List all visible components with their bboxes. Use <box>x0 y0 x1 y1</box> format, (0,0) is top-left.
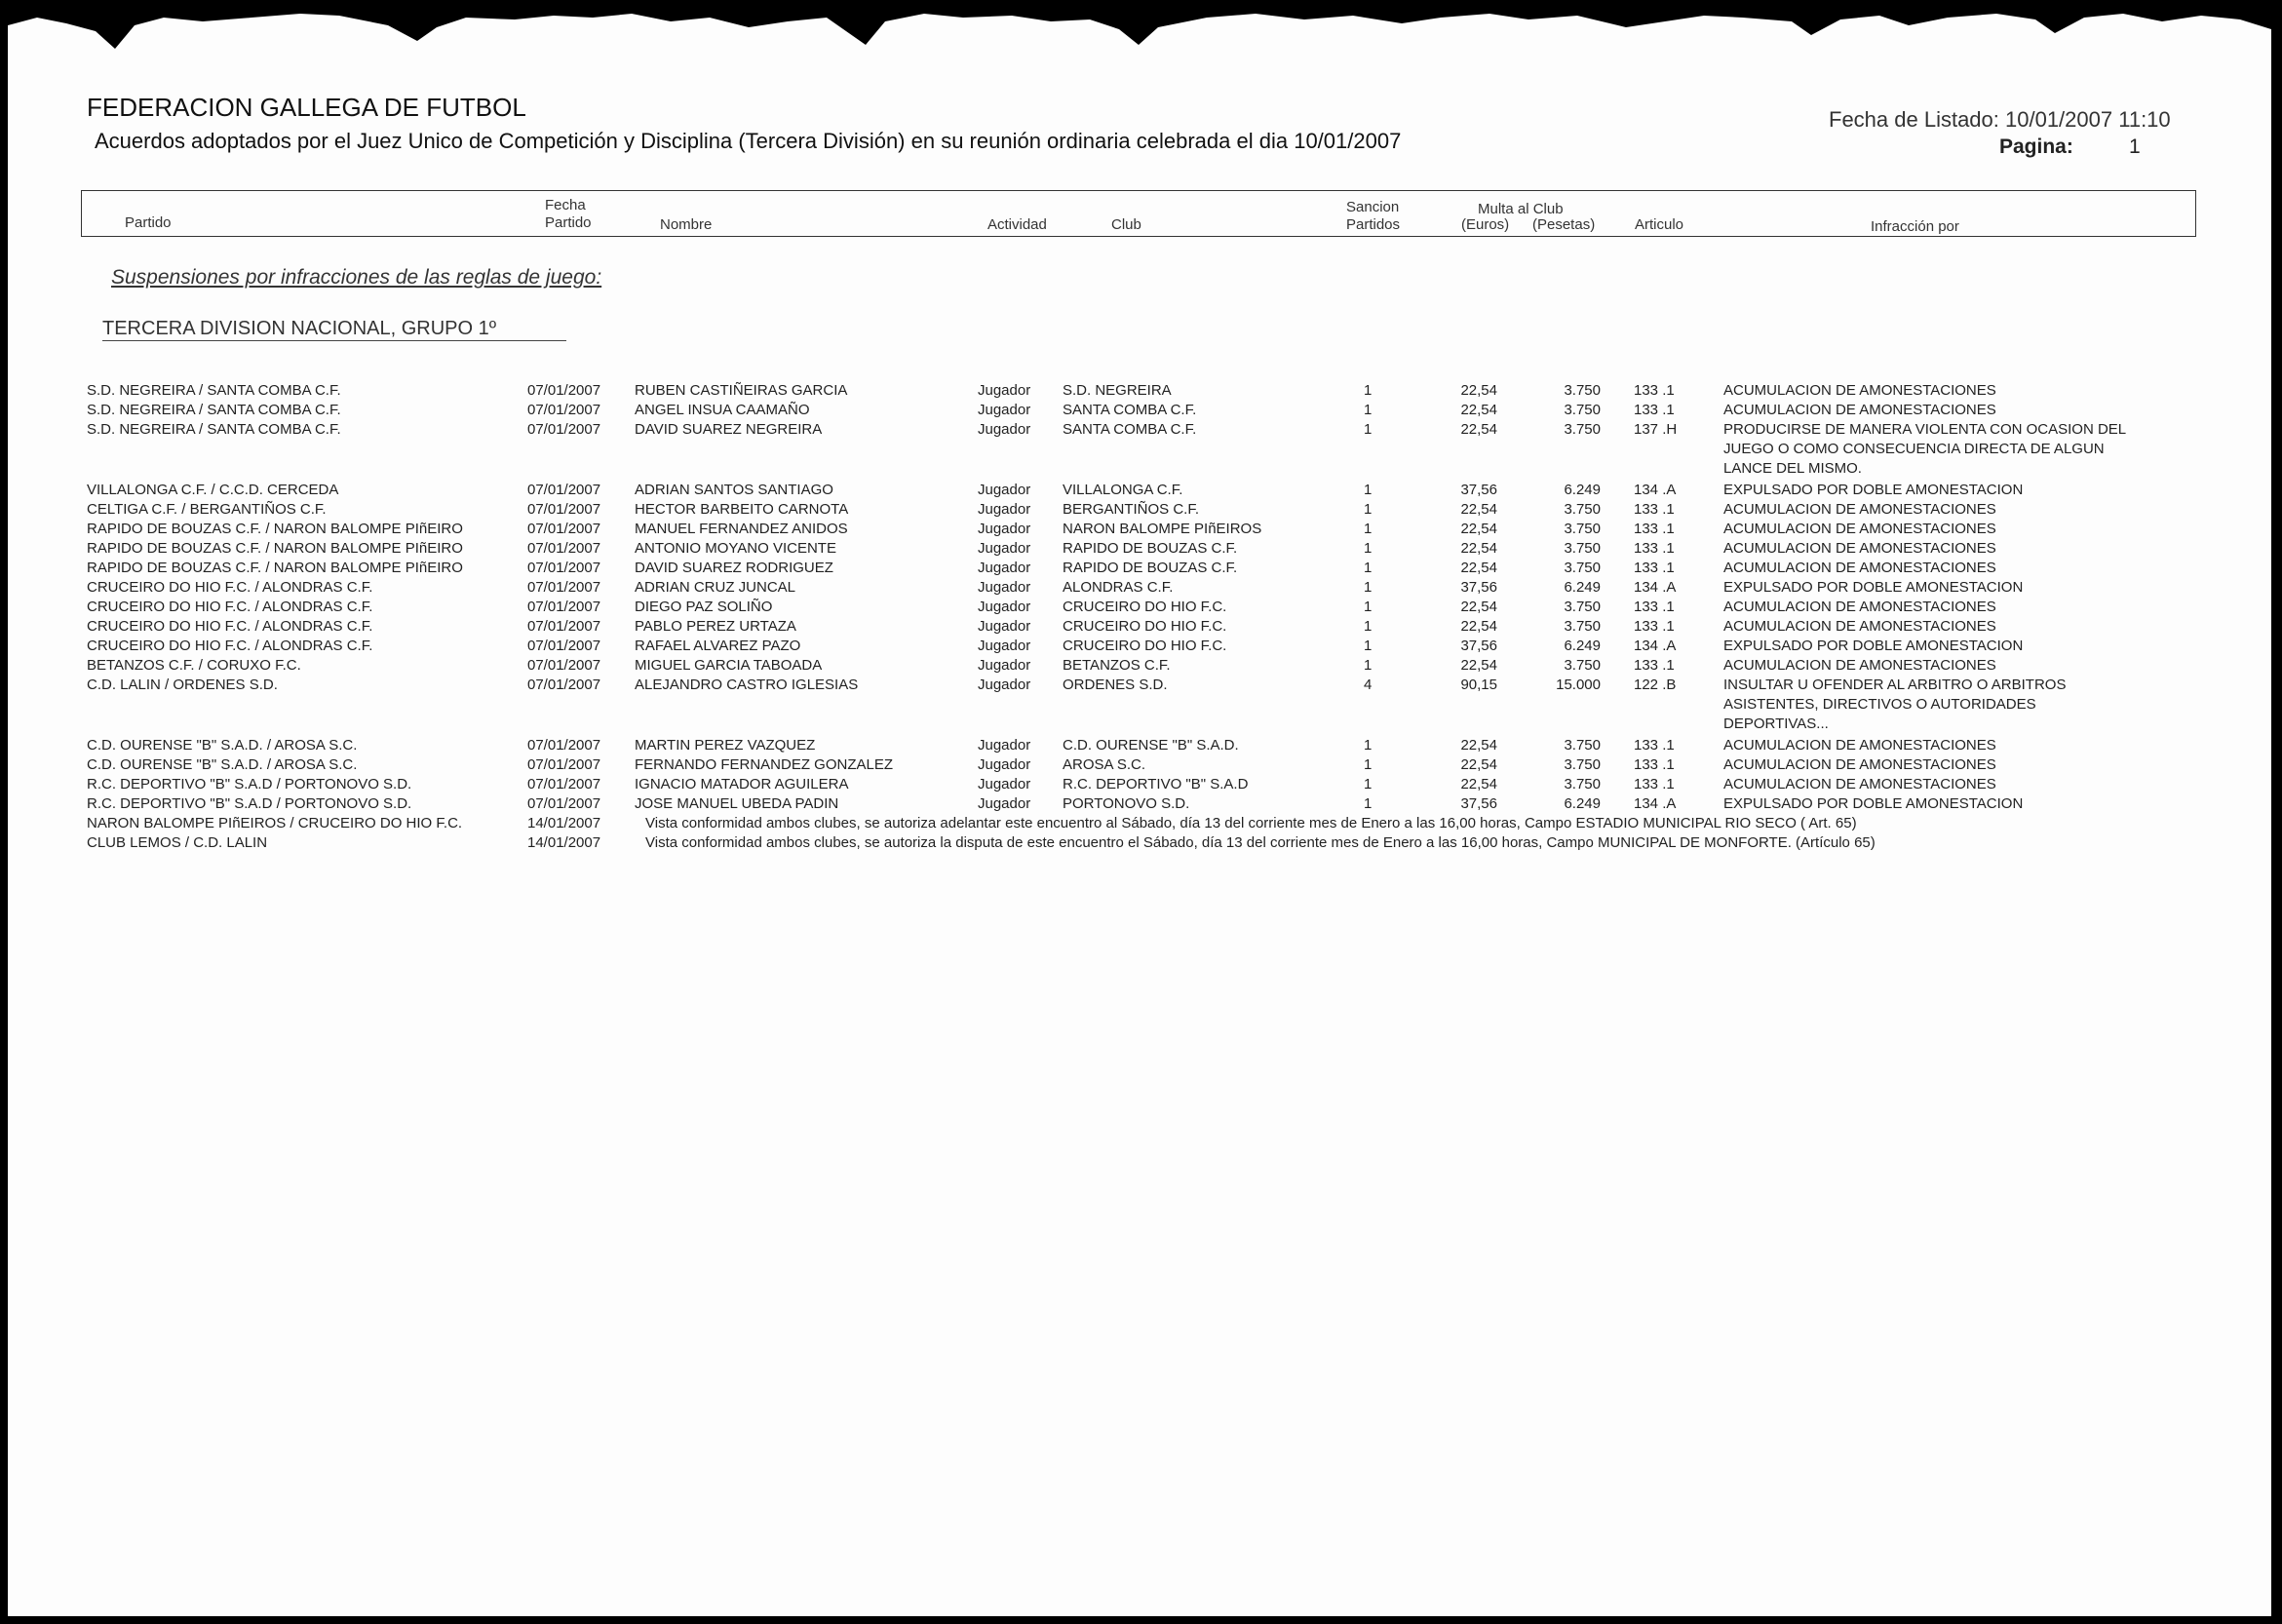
row-infraction-continued: DEPORTIVAS... <box>1723 715 1829 732</box>
row-fine-pesetas: 15.000 <box>1556 677 1601 693</box>
group-title: TERCERA DIVISION NACIONAL, GRUPO 1º <box>102 318 566 341</box>
row-infraction: ACUMULACION DE AMONESTACIONES <box>1723 776 1996 793</box>
table-row <box>8 540 2271 560</box>
row-infraction: ACUMULACION DE AMONESTACIONES <box>1723 737 1996 754</box>
row-infraction: ACUMULACION DE AMONESTACIONES <box>1723 657 1996 674</box>
row-date: 07/01/2007 <box>527 657 601 674</box>
row-fine-pesetas: 3.750 <box>1564 560 1601 576</box>
row-fine-euros: 22,54 <box>1460 618 1497 635</box>
note-text: Vista conformidad ambos clubes, se autoriza adelantar este encuentro al Sábado, día 13 del corriente mes de Enero a las 16,00 horas, Campo ESTADIO MUNICIPAL RIO SECO ( Art. 65) <box>645 815 1857 831</box>
col-header-partido: Partido <box>125 214 172 231</box>
row-infraction: ACUMULACION DE AMONESTACIONES <box>1723 540 1996 557</box>
row-fine-euros: 22,54 <box>1460 560 1497 576</box>
row-club: BETANZOS C.F. <box>1063 657 1171 674</box>
row-player-name: FERNANDO FERNANDEZ GONZALEZ <box>635 756 894 773</box>
row-date: 07/01/2007 <box>527 501 601 518</box>
row-fine-euros: 22,54 <box>1460 540 1497 557</box>
table-row <box>8 521 2271 540</box>
col-header-infraccion: Infracción por <box>1871 218 1959 235</box>
row-activity: Jugador <box>978 482 1031 498</box>
table-row <box>8 579 2271 599</box>
row-games: 4 <box>1364 677 1373 693</box>
col-header-fecha: Fecha <box>545 197 586 213</box>
table-row <box>8 776 2271 795</box>
row-date: 07/01/2007 <box>527 402 601 418</box>
row-games: 1 <box>1364 421 1373 438</box>
row-club: CRUCEIRO DO HIO F.C. <box>1063 638 1227 654</box>
row-date: 07/01/2007 <box>527 795 601 812</box>
row-date: 07/01/2007 <box>527 599 601 615</box>
row-fine-euros: 37,56 <box>1460 482 1497 498</box>
row-club: ORDENES S.D. <box>1063 677 1168 693</box>
row-club: RAPIDO DE BOUZAS C.F. <box>1063 540 1238 557</box>
row-activity: Jugador <box>978 776 1031 793</box>
row-activity: Jugador <box>978 382 1031 399</box>
section-title: Suspensiones por infracciones de las reglas de juego: <box>111 266 602 289</box>
col-header-sancion-partidos: Partidos <box>1346 216 1401 233</box>
row-date: 07/01/2007 <box>527 579 601 596</box>
row-games: 1 <box>1364 599 1373 615</box>
page-label: Pagina: <box>1999 135 2073 158</box>
row-games: 1 <box>1364 795 1373 812</box>
row-fine-euros: 22,54 <box>1460 382 1497 399</box>
row-article: 137 .H <box>1634 421 1678 438</box>
row-activity: Jugador <box>978 756 1031 773</box>
row-match: S.D. NEGREIRA / SANTA COMBA C.F. <box>87 402 341 418</box>
note-row <box>8 815 2271 834</box>
row-player-name: ANGEL INSUA CAAMAÑO <box>635 402 810 418</box>
row-article: 134 .A <box>1634 579 1677 596</box>
row-player-name: DIEGO PAZ SOLIÑO <box>635 599 773 615</box>
row-games: 1 <box>1364 618 1373 635</box>
row-activity: Jugador <box>978 579 1031 596</box>
row-fine-pesetas: 3.750 <box>1564 382 1601 399</box>
row-fine-pesetas: 6.249 <box>1564 482 1601 498</box>
row-fine-euros: 22,54 <box>1460 756 1497 773</box>
row-games: 1 <box>1364 560 1373 576</box>
row-date: 07/01/2007 <box>527 421 601 438</box>
row-match: S.D. NEGREIRA / SANTA COMBA C.F. <box>87 421 341 438</box>
row-player-name: ADRIAN SANTOS SANTIAGO <box>635 482 833 498</box>
row-article: 133 .1 <box>1634 521 1675 537</box>
row-match: R.C. DEPORTIVO "B" S.A.D / PORTONOVO S.D. <box>87 795 412 812</box>
row-games: 1 <box>1364 776 1373 793</box>
row-fine-euros: 22,54 <box>1460 776 1497 793</box>
row-date: 07/01/2007 <box>527 482 601 498</box>
row-fine-euros: 22,54 <box>1460 737 1497 754</box>
row-player-name: RUBEN CASTIÑEIRAS GARCIA <box>635 382 848 399</box>
row-player-name: DAVID SUAREZ NEGREIRA <box>635 421 823 438</box>
row-article: 133 .1 <box>1634 501 1675 518</box>
row-infraction-continued: ASISTENTES, DIRECTIVOS O AUTORIDADES <box>1723 696 2036 713</box>
note-date: 14/01/2007 <box>527 834 601 851</box>
row-activity: Jugador <box>978 638 1031 654</box>
row-fine-pesetas: 3.750 <box>1564 776 1601 793</box>
row-fine-pesetas: 3.750 <box>1564 501 1601 518</box>
col-header-actividad: Actividad <box>987 216 1047 233</box>
row-date: 07/01/2007 <box>527 677 601 693</box>
row-fine-euros: 37,56 <box>1460 638 1497 654</box>
row-article: 133 .1 <box>1634 540 1675 557</box>
row-article: 134 .A <box>1634 638 1677 654</box>
row-fine-pesetas: 3.750 <box>1564 756 1601 773</box>
row-article: 133 .1 <box>1634 776 1675 793</box>
row-article: 122 .B <box>1634 677 1677 693</box>
row-article: 133 .1 <box>1634 756 1675 773</box>
row-fine-euros: 37,56 <box>1460 579 1497 596</box>
row-match: CRUCEIRO DO HIO F.C. / ALONDRAS C.F. <box>87 579 373 596</box>
row-infraction: ACUMULACION DE AMONESTACIONES <box>1723 402 1996 418</box>
row-infraction: ACUMULACION DE AMONESTACIONES <box>1723 560 1996 576</box>
row-player-name: ADRIAN CRUZ JUNCAL <box>635 579 796 596</box>
row-player-name: JOSE MANUEL UBEDA PADIN <box>635 795 839 812</box>
row-date: 07/01/2007 <box>527 776 601 793</box>
document-subtitle: Acuerdos adoptados por el Juez Unico de Competición y Disciplina (Tercera División) en su reunión ordinaria celebrada el dia 10/01/2007 <box>95 129 1402 153</box>
row-games: 1 <box>1364 482 1373 498</box>
row-infraction: EXPULSADO POR DOBLE AMONESTACION <box>1723 795 2024 812</box>
row-article: 133 .1 <box>1634 402 1675 418</box>
row-games: 1 <box>1364 737 1373 754</box>
row-article: 133 .1 <box>1634 737 1675 754</box>
row-infraction: EXPULSADO POR DOBLE AMONESTACION <box>1723 638 2024 654</box>
row-fine-pesetas: 3.750 <box>1564 521 1601 537</box>
table-row <box>8 677 2271 696</box>
row-infraction: ACUMULACION DE AMONESTACIONES <box>1723 382 1996 399</box>
row-date: 07/01/2007 <box>527 382 601 399</box>
row-match: CELTIGA C.F. / BERGANTIÑOS C.F. <box>87 501 327 518</box>
row-fine-euros: 90,15 <box>1460 677 1497 693</box>
row-player-name: IGNACIO MATADOR AGUILERA <box>635 776 849 793</box>
row-date: 07/01/2007 <box>527 521 601 537</box>
row-date: 07/01/2007 <box>527 737 601 754</box>
row-fine-pesetas: 3.750 <box>1564 737 1601 754</box>
table-row <box>8 737 2271 756</box>
table-row <box>8 795 2271 815</box>
row-infraction: ACUMULACION DE AMONESTACIONES <box>1723 599 1996 615</box>
row-date: 07/01/2007 <box>527 638 601 654</box>
row-infraction: EXPULSADO POR DOBLE AMONESTACION <box>1723 482 2024 498</box>
row-match: C.D. OURENSE "B" S.A.D. / AROSA S.C. <box>87 756 358 773</box>
note-row <box>8 834 2271 854</box>
row-fine-euros: 37,56 <box>1460 795 1497 812</box>
row-article: 133 .1 <box>1634 657 1675 674</box>
row-match: CRUCEIRO DO HIO F.C. / ALONDRAS C.F. <box>87 638 373 654</box>
row-player-name: PABLO PEREZ URTAZA <box>635 618 796 635</box>
row-activity: Jugador <box>978 540 1031 557</box>
row-match: BETANZOS C.F. / CORUXO F.C. <box>87 657 301 674</box>
col-header-club: Club <box>1111 216 1141 233</box>
row-games: 1 <box>1364 382 1373 399</box>
table-row <box>8 482 2271 501</box>
row-player-name: ANTONIO MOYANO VICENTE <box>635 540 836 557</box>
col-header-pesetas: (Pesetas) <box>1532 216 1596 233</box>
row-infraction: ACUMULACION DE AMONESTACIONES <box>1723 756 1996 773</box>
row-activity: Jugador <box>978 402 1031 418</box>
table-row <box>8 501 2271 521</box>
row-player-name: RAFAEL ALVAREZ PAZO <box>635 638 801 654</box>
row-club: CRUCEIRO DO HIO F.C. <box>1063 599 1227 615</box>
row-activity: Jugador <box>978 795 1031 812</box>
table-row <box>8 657 2271 677</box>
col-header-multa: Multa al Club <box>1478 201 1564 217</box>
row-club: AROSA S.C. <box>1063 756 1146 773</box>
row-fine-pesetas: 3.750 <box>1564 421 1601 438</box>
document-title: FEDERACION GALLEGA DE FUTBOL <box>87 93 526 122</box>
row-date: 07/01/2007 <box>527 756 601 773</box>
row-fine-pesetas: 3.750 <box>1564 599 1601 615</box>
row-activity: Jugador <box>978 618 1031 635</box>
note-match: CLUB LEMOS / C.D. LALIN <box>87 834 268 851</box>
row-date: 07/01/2007 <box>527 618 601 635</box>
row-player-name: ALEJANDRO CASTRO IGLESIAS <box>635 677 859 693</box>
col-header-euros: (Euros) <box>1461 216 1510 233</box>
row-infraction: ACUMULACION DE AMONESTACIONES <box>1723 618 1996 635</box>
row-match: R.C. DEPORTIVO "B" S.A.D / PORTONOVO S.D. <box>87 776 412 793</box>
note-date: 14/01/2007 <box>527 815 601 831</box>
row-activity: Jugador <box>978 599 1031 615</box>
row-date: 07/01/2007 <box>527 540 601 557</box>
row-article: 133 .1 <box>1634 618 1675 635</box>
row-fine-pesetas: 6.249 <box>1564 638 1601 654</box>
row-games: 1 <box>1364 501 1373 518</box>
col-header-articulo: Articulo <box>1635 216 1684 233</box>
row-activity: Jugador <box>978 560 1031 576</box>
row-club: BERGANTIÑOS C.F. <box>1063 501 1200 518</box>
row-activity: Jugador <box>978 657 1031 674</box>
row-match: RAPIDO DE BOUZAS C.F. / NARON BALOMPE PIñEIRO <box>87 540 463 557</box>
row-fine-euros: 22,54 <box>1460 501 1497 518</box>
row-infraction-continued: JUEGO O COMO CONSECUENCIA DIRECTA DE ALGUN <box>1723 441 2105 457</box>
row-article: 133 .1 <box>1634 560 1675 576</box>
row-article: 133 .1 <box>1634 599 1675 615</box>
row-player-name: MIGUEL GARCIA TABOADA <box>635 657 823 674</box>
row-club: CRUCEIRO DO HIO F.C. <box>1063 618 1227 635</box>
table-row <box>8 382 2271 402</box>
row-club: ALONDRAS C.F. <box>1063 579 1174 596</box>
col-header-fecha-partido: Partido <box>545 214 592 231</box>
row-games: 1 <box>1364 657 1373 674</box>
row-player-name: DAVID SUAREZ RODRIGUEZ <box>635 560 833 576</box>
row-match: C.D. OURENSE "B" S.A.D. / AROSA S.C. <box>87 737 358 754</box>
row-fine-pesetas: 6.249 <box>1564 795 1601 812</box>
row-player-name: MARTIN PEREZ VAZQUEZ <box>635 737 816 754</box>
row-infraction: EXPULSADO POR DOBLE AMONESTACION <box>1723 579 2024 596</box>
row-fine-euros: 22,54 <box>1460 521 1497 537</box>
column-header-box <box>81 190 2196 237</box>
row-fine-pesetas: 3.750 <box>1564 657 1601 674</box>
listing-date: Fecha de Listado: 10/01/2007 11:10 <box>1829 107 2171 132</box>
col-header-nombre: Nombre <box>660 216 713 233</box>
row-match: CRUCEIRO DO HIO F.C. / ALONDRAS C.F. <box>87 599 373 615</box>
row-club: R.C. DEPORTIVO "B" S.A.D <box>1063 776 1249 793</box>
row-games: 1 <box>1364 756 1373 773</box>
row-match: CRUCEIRO DO HIO F.C. / ALONDRAS C.F. <box>87 618 373 635</box>
row-infraction: PRODUCIRSE DE MANERA VIOLENTA CON OCASION DEL <box>1723 421 2127 438</box>
table-row <box>8 756 2271 776</box>
row-player-name: HECTOR BARBEITO CARNOTA <box>635 501 849 518</box>
row-club: S.D. NEGREIRA <box>1063 382 1172 399</box>
row-games: 1 <box>1364 579 1373 596</box>
row-match: VILLALONGA C.F. / C.C.D. CERCEDA <box>87 482 339 498</box>
row-fine-euros: 22,54 <box>1460 421 1497 438</box>
row-club: NARON BALOMPE PIñEIROS <box>1063 521 1262 537</box>
table-row <box>8 618 2271 638</box>
col-header-sancion: Sancion <box>1346 199 1400 215</box>
row-club: RAPIDO DE BOUZAS C.F. <box>1063 560 1238 576</box>
row-club: VILLALONGA C.F. <box>1063 482 1183 498</box>
row-games: 1 <box>1364 638 1373 654</box>
row-fine-pesetas: 3.750 <box>1564 618 1601 635</box>
row-player-name: MANUEL FERNANDEZ ANIDOS <box>635 521 848 537</box>
row-infraction-continued: LANCE DEL MISMO. <box>1723 460 1862 477</box>
row-activity: Jugador <box>978 501 1031 518</box>
table-row <box>8 599 2271 618</box>
row-infraction: INSULTAR U OFENDER AL ARBITRO O ARBITROS <box>1723 677 2067 693</box>
table-row <box>8 560 2271 579</box>
row-match: C.D. LALIN / ORDENES S.D. <box>87 677 278 693</box>
row-fine-pesetas: 3.750 <box>1564 540 1601 557</box>
row-games: 1 <box>1364 521 1373 537</box>
row-club: C.D. OURENSE "B" S.A.D. <box>1063 737 1239 754</box>
row-club: PORTONOVO S.D. <box>1063 795 1190 812</box>
table-row <box>8 421 2271 441</box>
row-fine-pesetas: 6.249 <box>1564 579 1601 596</box>
row-games: 1 <box>1364 402 1373 418</box>
row-fine-euros: 22,54 <box>1460 657 1497 674</box>
table-row <box>8 638 2271 657</box>
row-activity: Jugador <box>978 677 1031 693</box>
row-fine-pesetas: 3.750 <box>1564 402 1601 418</box>
row-article: 133 .1 <box>1634 382 1675 399</box>
row-activity: Jugador <box>978 521 1031 537</box>
row-games: 1 <box>1364 540 1373 557</box>
row-activity: Jugador <box>978 421 1031 438</box>
document-page <box>8 8 2271 1616</box>
note-match: NARON BALOMPE PIñEIROS / CRUCEIRO DO HIO F.C. <box>87 815 463 831</box>
table-row <box>8 402 2271 421</box>
note-text: Vista conformidad ambos clubes, se autoriza la disputa de este encuentro el Sábado, día 13 del corriente mes de Enero a las 16,00 horas, Campo MUNICIPAL DE MONFORTE. (Artículo 65) <box>645 834 1876 851</box>
row-article: 134 .A <box>1634 482 1677 498</box>
row-club: SANTA COMBA C.F. <box>1063 421 1197 438</box>
row-date: 07/01/2007 <box>527 560 601 576</box>
row-article: 134 .A <box>1634 795 1677 812</box>
page-number: 1 <box>2129 135 2141 158</box>
row-infraction: ACUMULACION DE AMONESTACIONES <box>1723 521 1996 537</box>
row-fine-euros: 22,54 <box>1460 599 1497 615</box>
torn-paper-edge <box>8 8 2271 66</box>
row-match: RAPIDO DE BOUZAS C.F. / NARON BALOMPE PIñEIRO <box>87 560 463 576</box>
row-infraction: ACUMULACION DE AMONESTACIONES <box>1723 501 1996 518</box>
row-club: SANTA COMBA C.F. <box>1063 402 1197 418</box>
row-match: RAPIDO DE BOUZAS C.F. / NARON BALOMPE PIñEIRO <box>87 521 463 537</box>
row-match: S.D. NEGREIRA / SANTA COMBA C.F. <box>87 382 341 399</box>
row-fine-euros: 22,54 <box>1460 402 1497 418</box>
row-activity: Jugador <box>978 737 1031 754</box>
